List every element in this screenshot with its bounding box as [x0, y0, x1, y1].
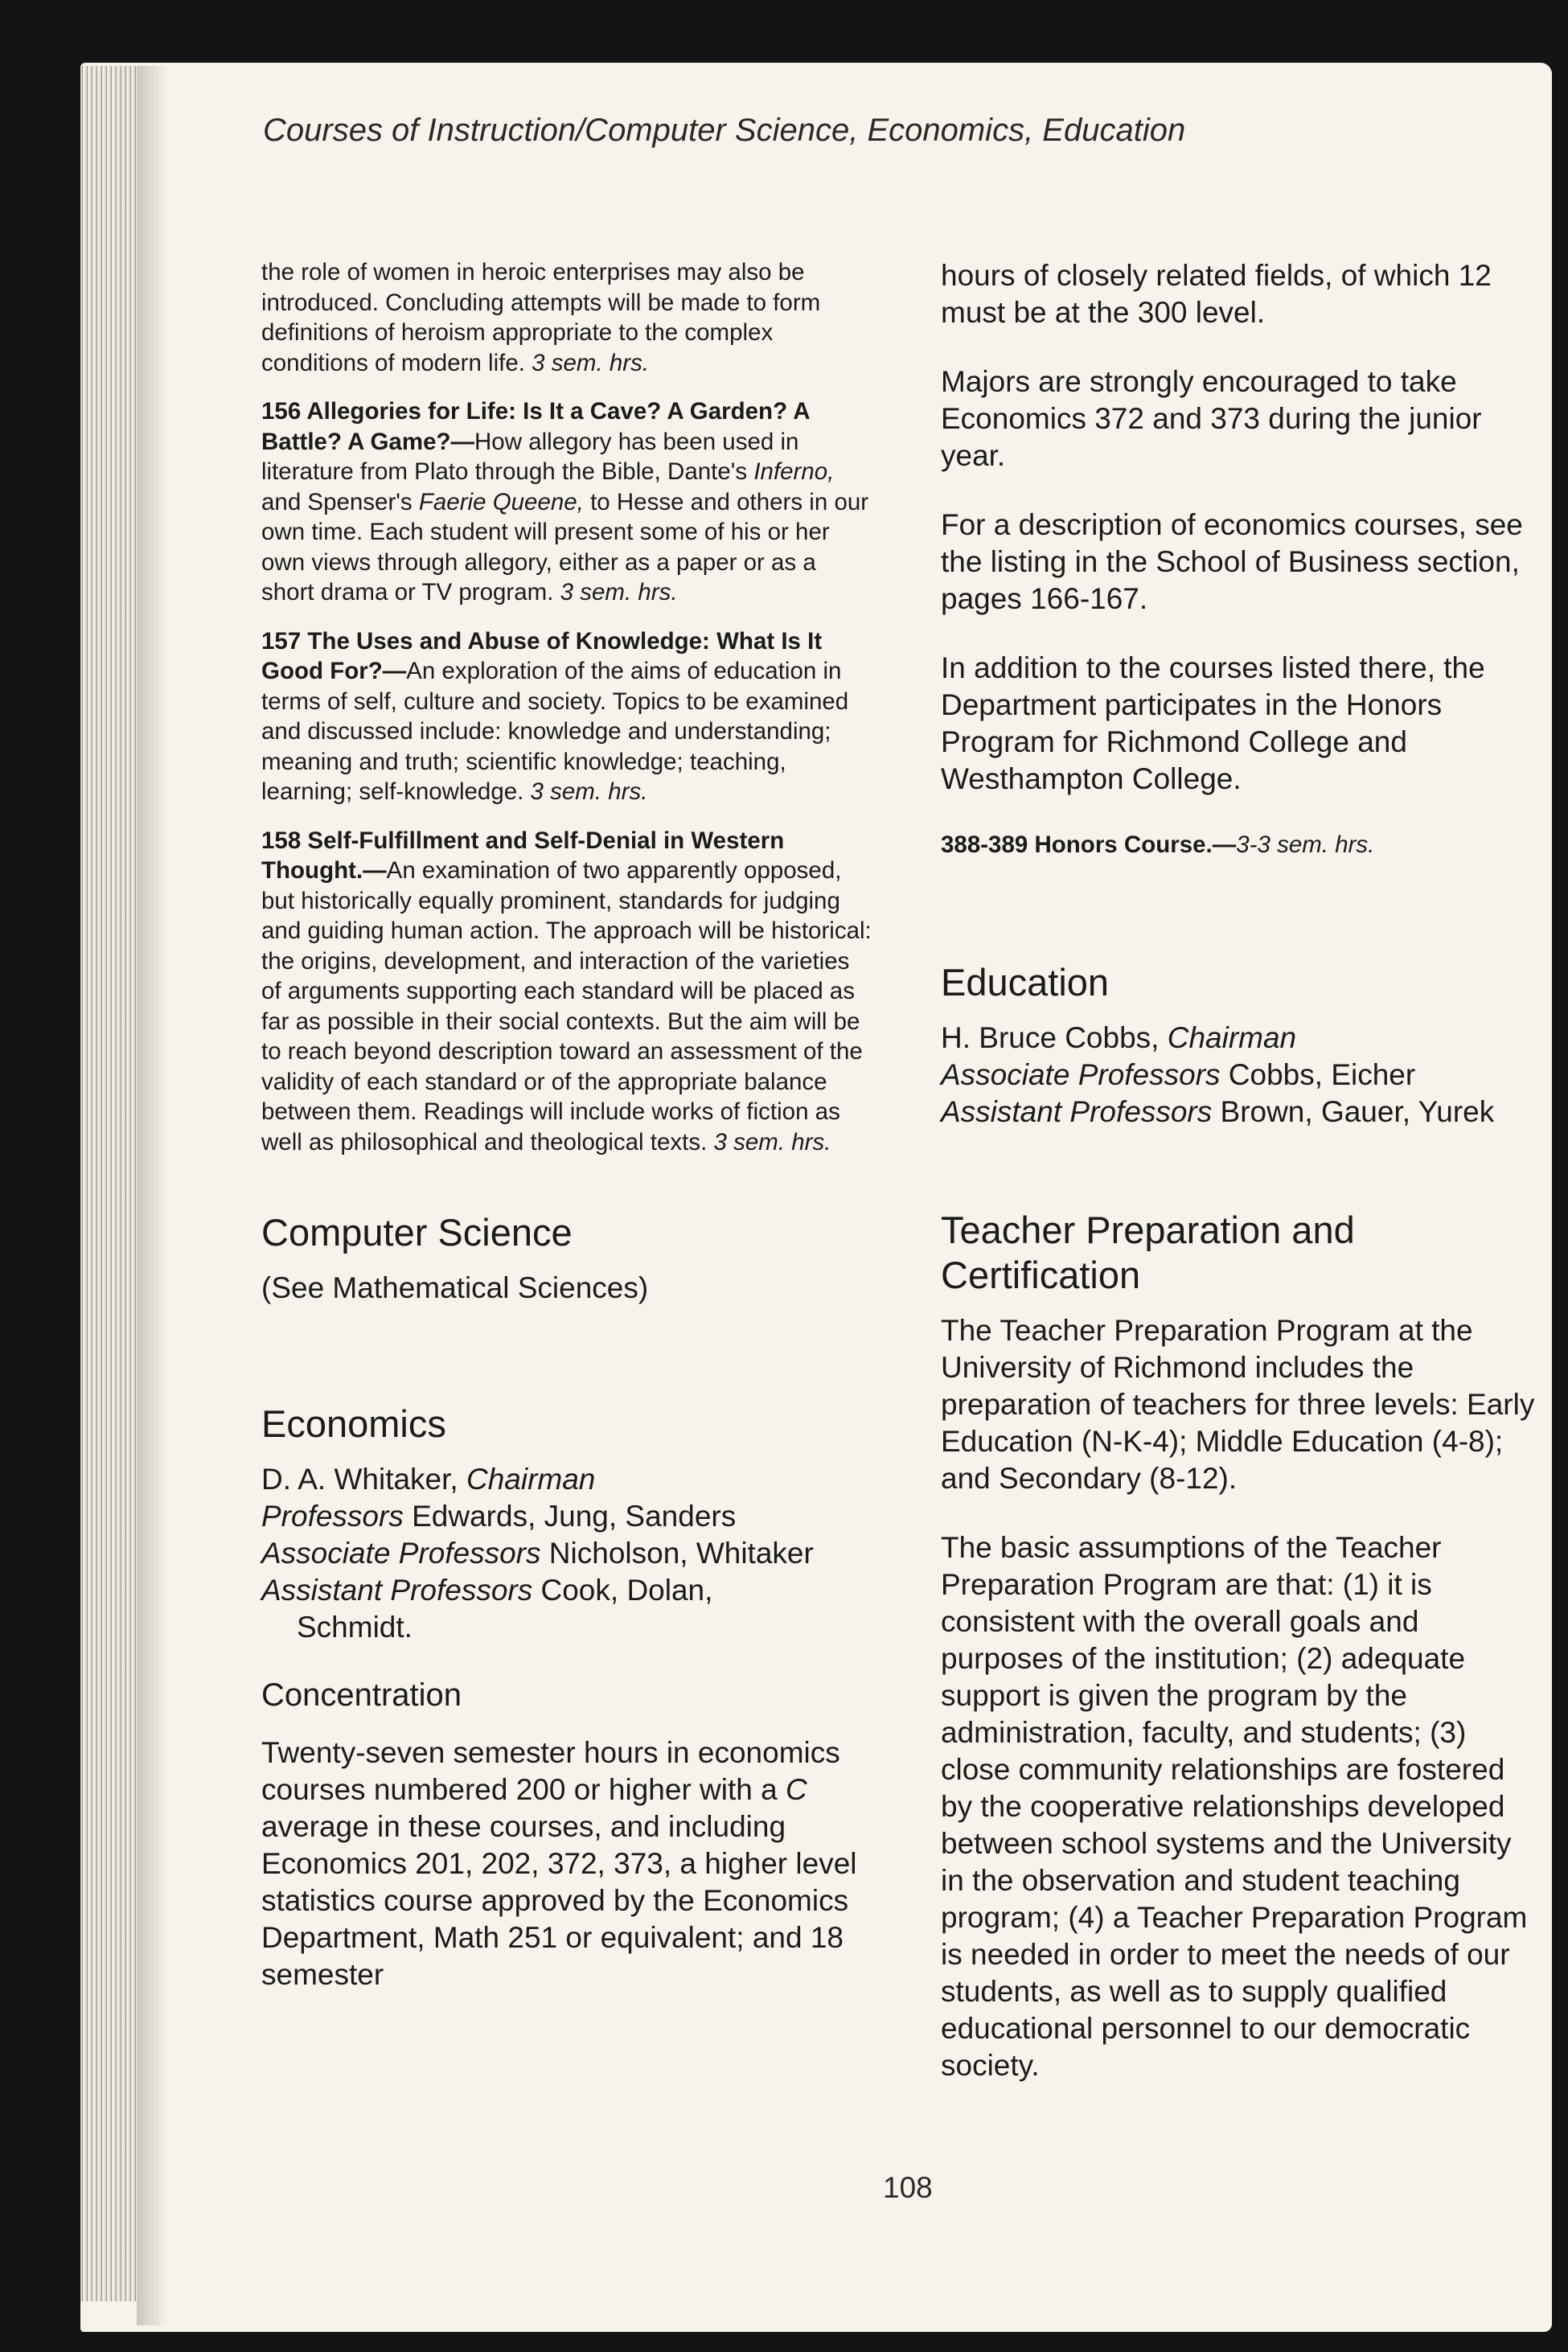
gutter-shadow [137, 66, 169, 2325]
econ-continued: hours of closely related fields, of which 12 must be at the 300 level. [941, 259, 1492, 329]
computer-science-note: (See Mathematical Sciences) [261, 1271, 649, 1304]
econ-chair-title: Chairman [466, 1463, 596, 1496]
course-156-em-a: Inferno, [753, 458, 835, 485]
edu-assoc-names: Cobbs, Eicher [1220, 1057, 1416, 1091]
honors-course-title: 388-389 Honors Course.— [941, 831, 1237, 858]
course-157-desc: An exploration of the aims of education in terms of self, culture and society. Topics to be examined and discussed include: knowledge and understanding; meaning and truth; scientific knowledge; teaching, learning; self-knowledge. [261, 658, 849, 805]
honors-course [941, 830, 1536, 860]
edu-assistant-professors [941, 1094, 1536, 1131]
course-158-desc: An examination of two apparently opposed, but historically equally prominent, standards for judging and guiding human action. The approach will be historical: the origins, development, and interaction of the varieties of arguments supporting each standard will be placed as far as possible in their social contexts. But the aim will be to reach beyond description toward an assessment of the validity of each standard or of the appropriate balance between them. Readings will include works of fiction as well as philosophical and theological texts. [261, 857, 872, 1155]
course-156-em-b: Faerie Queene, [418, 488, 584, 515]
intro-text: the role of women in heroic enterprises may also be introduced. Concluding attempts will be made to form definitions of heroism appropriate to the complex conditions of modern life. [261, 259, 821, 376]
computer-science-heading: Computer Science [261, 1211, 573, 1254]
econ-prof-names: Edwards, Jung, Sanders [403, 1500, 737, 1533]
page-number: 108 [883, 2171, 933, 2204]
course-158 [261, 826, 872, 1158]
econ-associate-professors [261, 1535, 872, 1572]
course-156-title: 156 Allegories for Life: Is It a Cave? A Garden? A Battle? A Game?— [261, 398, 810, 455]
econ-chair-name: D. A. Whitaker, [261, 1463, 466, 1496]
teacher-prep-para-1: The Teacher Preparation Program at the University of Richmond includes the preparation of teachers for three levels: Early Education (N-K-4); Middle Education (4-8); and Secondary (8-12). [941, 1313, 1535, 1495]
education-heading: Education [941, 960, 1110, 1004]
econ-description-note: For a description of economics courses, see the listing in the School of Business section, pages 166-167. [941, 508, 1523, 615]
course-156-desc-b: and Spenser's [261, 488, 419, 515]
teacher-prep-para-2: The basic assumptions of the Teacher Preparation Program are that: (1) it is consistent with the overall goals and purposes of the institution; (2) adequate support is given the program by the administration, faculty, and students; (3) close community relationships are fostered by the cooperative relationships developed between school systems and the University in the observation and student teaching program; (4) a Teacher Preparation Program is needed in order to meet the needs of our students, as well as to supply qualified educational personnel to our democratic society. [941, 1530, 1528, 2082]
honors-course-hours: 3-3 sem. hrs. [1236, 831, 1375, 858]
left-column [261, 257, 872, 1993]
econ-assistant-professors [261, 1572, 872, 1609]
concentration-text-a: Twenty-seven semester hours in economics courses numbered 200 or higher with a [261, 1736, 840, 1806]
econ-asst-names: Cook, Dolan, [532, 1574, 713, 1607]
econ-honors-note: In addition to the courses listed there, the Department participates in the Honors Program for Richmond College and Westhampton College. [941, 651, 1485, 795]
edu-asst-names: Brown, Gauer, Yurek [1212, 1094, 1495, 1128]
concentration-heading: Concentration [261, 1677, 462, 1713]
edu-chair [941, 1020, 1536, 1057]
econ-assoc-names: Nicholson, Whitaker [540, 1537, 814, 1570]
edu-assoc-title: Associate Professors [941, 1057, 1221, 1091]
edu-chair-title: Chairman [1167, 1020, 1297, 1054]
course-158-hours: 3 sem. hrs. [713, 1128, 831, 1155]
course-158-title: 158 Self-Fulfillment and Self-Denial in Western Thought.— [261, 827, 785, 884]
econ-chair [261, 1461, 872, 1498]
course-156 [261, 396, 872, 608]
econ-professors [261, 1498, 872, 1535]
teacher-prep-heading: Teacher Preparation and Certification [941, 1208, 1355, 1296]
course-157-hours: 3 sem. hrs. [530, 778, 648, 805]
education-faculty [941, 1020, 1536, 1131]
econ-asst-title: Assistant Professors [261, 1574, 533, 1607]
right-column [941, 257, 1536, 2084]
economics-heading: Economics [261, 1402, 446, 1445]
intro-paragraph [261, 257, 872, 378]
course-157-title: 157 The Uses and Abuse of Knowledge: What Is It Good For?— [261, 627, 823, 684]
concentration-text-b: average in these courses, and including Economics 201, 202, 372, 373, a higher level statistics course approved by the Economics Department, Math 251 or equivalent; and 18 semester [261, 1810, 857, 1991]
course-157 [261, 626, 872, 807]
intro-hours: 3 sem. hrs. [532, 349, 650, 376]
edu-chair-name: H. Bruce Cobbs, [941, 1020, 1168, 1054]
page-edges [80, 66, 137, 2301]
edu-associate-professors [941, 1057, 1536, 1094]
concentration-grade: C [785, 1773, 807, 1806]
econ-majors-note: Majors are strongly encouraged to take Economics 372 and 373 during the junior year. [941, 365, 1482, 472]
course-156-desc-c: to Hesse and others in our own time. Each student will present some of his or her own views through allegory, either as a paper or as a short drama or TV program. [261, 488, 869, 605]
concentration-text [261, 1734, 872, 1993]
running-head: Courses of Instruction/Computer Science, Economics, Education [263, 113, 1186, 148]
edu-asst-title: Assistant Professors [941, 1094, 1213, 1128]
econ-assoc-title: Associate Professors [261, 1537, 541, 1570]
course-156-desc-a: How allegory has been used in literature from Plato through the Bible, Dante's [261, 428, 799, 485]
econ-assistant-professors-cont: Schmidt. [297, 1611, 413, 1644]
economics-faculty [261, 1461, 872, 1646]
course-156-hours: 3 sem. hrs. [560, 579, 678, 605]
econ-prof-title: Professors [261, 1500, 404, 1533]
